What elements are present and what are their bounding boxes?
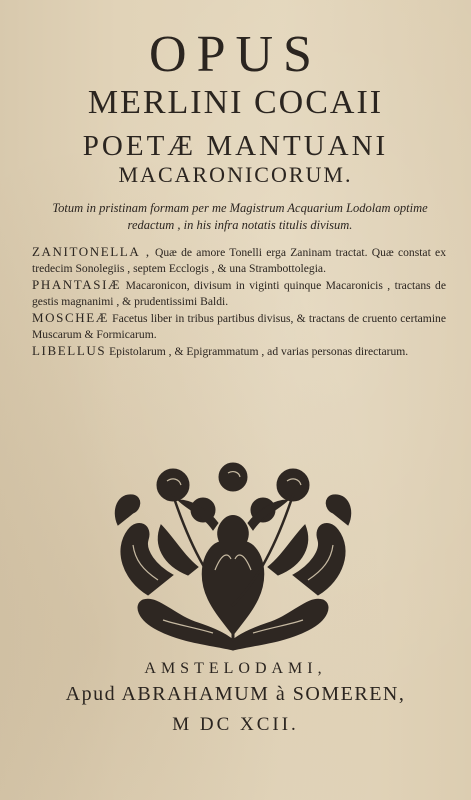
entry-heading: ZANITONELLA , <box>32 244 151 259</box>
entry-description: Facetus liber in tribus partibus divisus, & tractans de cruento certamine Muscarum & Formicarum. <box>32 312 446 341</box>
contents-list <box>32 244 446 360</box>
title-poet: POETÆ MANTUANI <box>82 130 389 162</box>
title-macaronic: MACARONICORUM. <box>118 162 353 187</box>
title-author: MERLINI COCAII <box>87 84 384 121</box>
contents-entry <box>32 343 446 360</box>
title-opus: OPUS <box>149 26 322 83</box>
contents-entry <box>32 277 446 310</box>
entry-heading: MOSCHEÆ <box>32 310 109 325</box>
entry-description: Epistolarum , & Epigrammatum , ad varias personas directarum. <box>106 345 409 358</box>
subtitle-text: Totum in pristinam formam per me Magistrum Acquarium Lodolam optime redactum , in his infra notatis titulis divisum. <box>52 201 428 232</box>
entry-description: Quæ de amore Tonelli erga Zaninam tractat. Quæ constat ex tredecim Sonolegiis , septem Ecclogis , & una Strambottolegia. <box>32 246 446 275</box>
entry-heading: LIBELLUS <box>32 343 107 358</box>
imprint-year: M DC XCII. <box>172 714 299 735</box>
entry-heading: PHANTASIÆ <box>32 277 122 292</box>
imprint-city: AMSTELODAMI, <box>144 660 327 677</box>
floral-woodcut-icon <box>103 455 363 655</box>
contents-entry <box>32 310 446 343</box>
entry-description: Macaronicon, divisum in viginti quinque Macaronicis , tractans de gestis magnanimi , & prudentissimi Baldi. <box>32 279 446 308</box>
contents-entry <box>32 244 446 277</box>
imprint-publisher: Apud ABRAHAMUM à SOMEREN, <box>65 683 406 705</box>
